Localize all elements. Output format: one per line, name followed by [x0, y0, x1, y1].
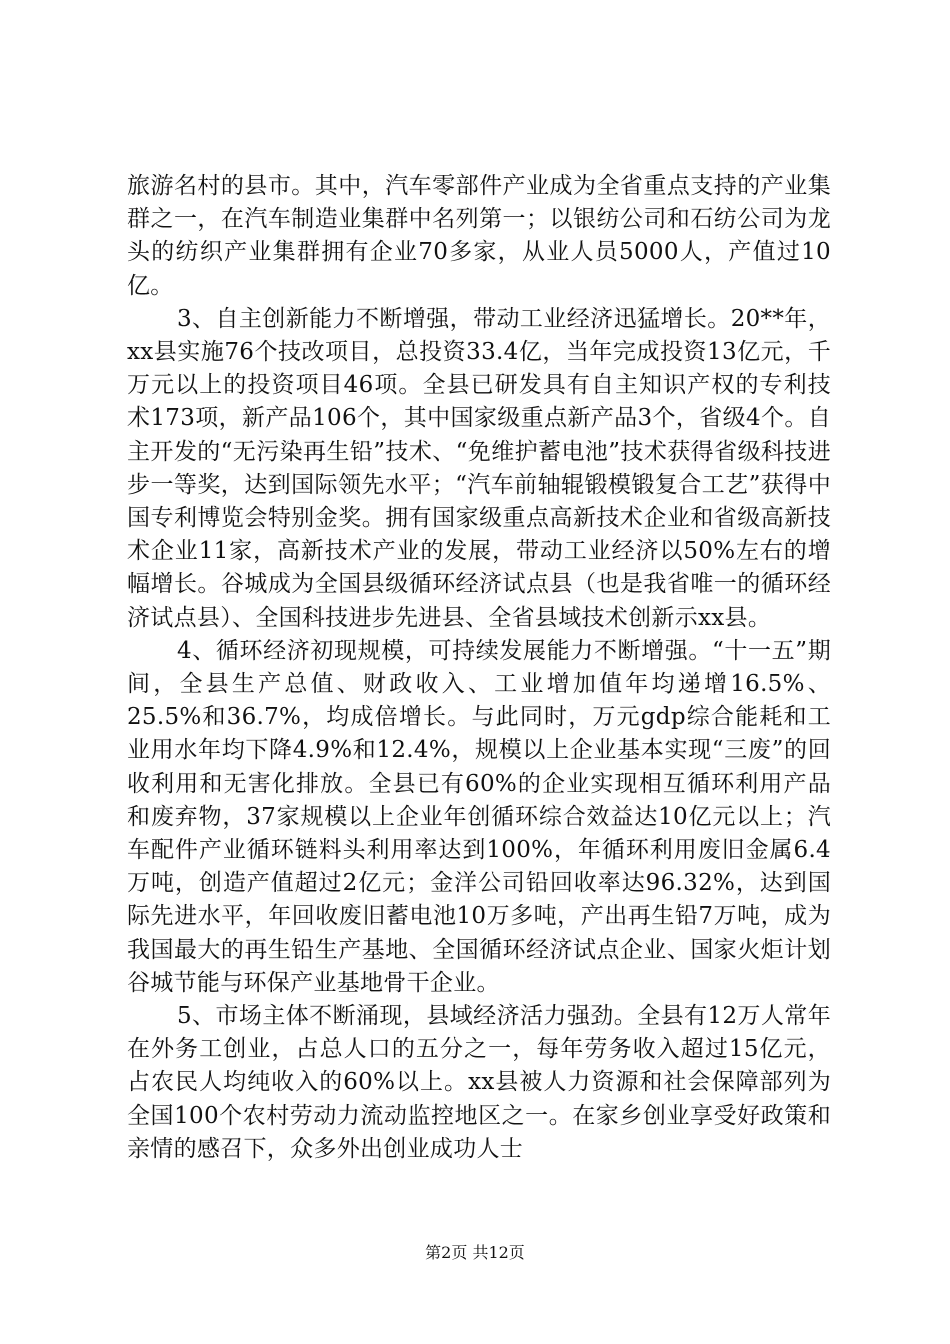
document-body: [127, 170, 831, 1166]
page-number-footer: 第2页 共12页: [425, 1243, 525, 1262]
paragraph-3-innovation: 3、自主创新能力不断增强，带动工业经济迅猛增长。20**年，xx县实施76个技改项目，总投资33.4亿，当年完成投资13亿元，千万元以上的投资项目46项。全县已研发具有自主知识产权的专利技术173项，新产品106个，其中国家级重点新产品3个，省级4个。自主开发的“无污染再生铅”技术、“免维护蓄电池”技术获得省级科技进步一等奖，达到国际领先水平；“汽车前轴辊锻模锻复合工艺”获得中国专利博览会特别金奖。拥有国家级重点高新技术企业和省级高新技术企业11家，高新技术产业的发展，带动工业经济以50%左右的增幅增长。谷城成为全国县级循环经济试点县（也是我省唯一的循环经济试点县）、全国科技进步先进县、全省县域技术创新示xx县。: [127, 305, 831, 631]
paragraph-continuation: 旅游名村的县市。其中，汽车零部件产业成为全省重点支持的产业集群之一，在汽车制造业集群中名列第一；以银纺公司和石纺公司为龙头的纺织产业集群拥有企业70多家，从业人员5000人，产值过10亿。: [127, 173, 831, 299]
paragraph-5-market: 5、市场主体不断涌现，县域经济活力强劲。全县有12万人常年在外务工创业，占总人口的五分之一，每年劳务收入超过15亿元，占农民人均纯收入的60%以上。xx县被人力资源和社会保障部列为全国100个农村劳动力流动监控地区之一。在家乡创业享受好政策和亲情的感召下，众多外出创业成功人士: [127, 1003, 831, 1162]
paragraph-4-circular-economy: 4、循环经济初现规模，可持续发展能力不断增强。“十一五”期间，全县生产总值、财政收入、工业增加值年均递增16.5%、25.5%和36.7%，均成倍增长。与此同时，万元gdp综合能耗和工业用水年均下降4.9%和12.4%，规模以上企业基本实现“三废”的回收利用和无害化排放。全县已有60%的企业实现相互循环利用产品和废弃物，37家规模以上企业年创循环综合效益达10亿元以上；汽车配件产业循环链料头利用率达到100%，年循环利用废旧金属6.4万吨，创造产值超过2亿元；金洋公司铅回收率达96.32%，达到国际先进水平，年回收废旧蓄电池10万多吨，产出再生铅7万吨，成为我国最大的再生铅生产基地、全国循环经济试点企业、国家火炬计划谷城节能与环保产业基地骨干企业。: [127, 637, 831, 996]
